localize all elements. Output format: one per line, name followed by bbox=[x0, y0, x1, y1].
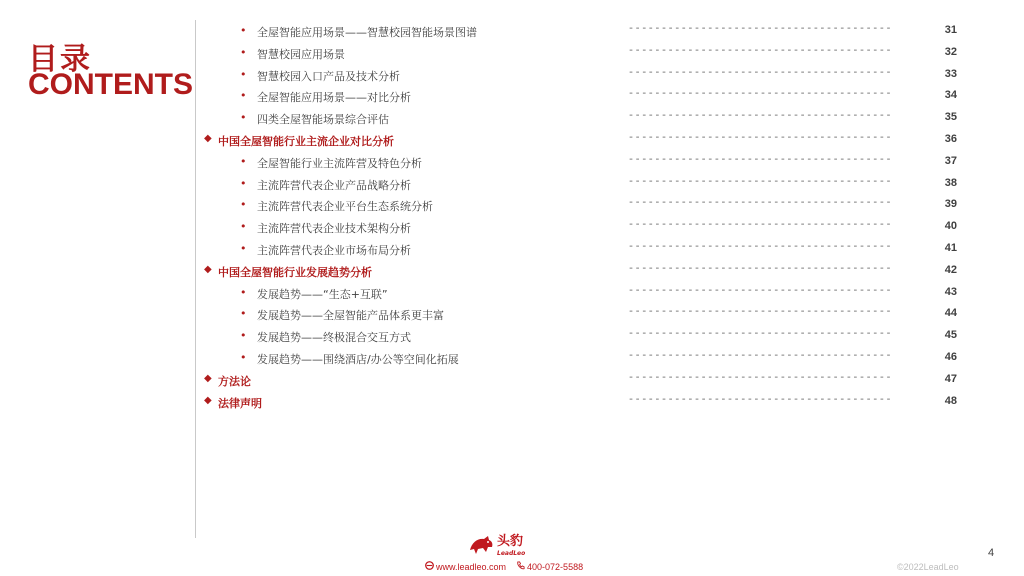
dot-bullet-icon: • bbox=[240, 241, 247, 255]
toc-page-number: 46 bbox=[944, 350, 957, 363]
phone-icon bbox=[516, 561, 525, 572]
dot-bullet-icon: • bbox=[240, 45, 247, 59]
divider-line bbox=[195, 20, 196, 538]
toc-leader-dashes: ---------------------------------------- bbox=[628, 24, 893, 35]
diamond-bullet-icon: ◆ bbox=[204, 372, 212, 384]
toc-page-number: 48 bbox=[944, 394, 957, 407]
toc-entry-title: 智慧校园入口产品及技术分析 bbox=[257, 69, 400, 83]
copyright: ©2022LeadLeo bbox=[897, 562, 959, 572]
toc-leader-dashes: ---------------------------------------- bbox=[628, 67, 893, 79]
toc-leader-dashes: ---------------------------------------- bbox=[628, 154, 893, 166]
toc-leader-dashes: ---------------------------------------- bbox=[628, 263, 893, 275]
toc-page-number: 37 bbox=[944, 154, 957, 167]
diamond-bullet-icon: ◆ bbox=[204, 132, 212, 144]
toc-leader-dashes: ---------------------------------------- bbox=[628, 220, 893, 232]
toc-page-number: 41 bbox=[944, 241, 957, 254]
brand-name bbox=[497, 533, 526, 560]
toc-leader-dashes: ---------------------------------------- bbox=[628, 132, 893, 144]
toc-leader-dashes: ---------------------------------------- bbox=[628, 45, 893, 57]
toc-leader-dashes: ---------------------------------------- bbox=[628, 350, 893, 362]
toc-page-number: 45 bbox=[944, 329, 957, 342]
dot-bullet-icon: • bbox=[240, 24, 247, 37]
toc-item-row[interactable] bbox=[200, 21, 980, 43]
toc-leader-dashes: ---------------------------------------- bbox=[628, 198, 893, 210]
dot-bullet-icon: • bbox=[240, 285, 247, 299]
toc-item-row[interactable] bbox=[200, 195, 980, 217]
toc-entry-title: 全屋智能应用场景——对比分析 bbox=[257, 91, 411, 105]
dot-bullet-icon: • bbox=[240, 329, 247, 343]
toc-page-number: 47 bbox=[944, 372, 957, 385]
dot-bullet-icon: • bbox=[240, 89, 247, 103]
toc-entry-title: 发展趋势——围绕酒店/办公等空间化拓展 bbox=[257, 352, 459, 366]
toc-leader-dashes: ---------------------------------------- bbox=[628, 372, 893, 384]
toc-page-number: 32 bbox=[944, 45, 957, 58]
toc-entry-title: 中国全屋智能行业主流企业对比分析 bbox=[218, 134, 394, 148]
toc-leader-dashes: ---------------------------------------- bbox=[628, 241, 893, 253]
toc-section-row[interactable] bbox=[200, 392, 980, 414]
toc-page-number: 38 bbox=[944, 176, 957, 189]
dot-bullet-icon: • bbox=[240, 307, 247, 321]
toc-entry-title: 全屋智能应用场景——智慧校园智能场景图谱 bbox=[257, 26, 477, 39]
toc-section-row[interactable] bbox=[200, 370, 980, 392]
toc-leader-dashes: ---------------------------------------- bbox=[628, 176, 893, 188]
dot-bullet-icon: • bbox=[240, 154, 247, 168]
toc-entry-title: 法律声明 bbox=[218, 396, 262, 410]
diamond-bullet-icon: ◆ bbox=[204, 263, 212, 275]
brand-en: LeadLeo bbox=[497, 549, 526, 557]
toc-entry-title: 方法论 bbox=[218, 374, 251, 388]
toc-page-number: 44 bbox=[944, 307, 957, 320]
toc-page-number: 35 bbox=[944, 111, 957, 124]
toc-page-number: 34 bbox=[944, 89, 957, 102]
toc-entry-title: 全屋智能行业主流阵营及特色分析 bbox=[257, 156, 422, 170]
toc-item-row[interactable] bbox=[200, 239, 980, 261]
toc-leader-dashes: ---------------------------------------- bbox=[628, 307, 893, 319]
toc-section-row[interactable] bbox=[200, 261, 980, 283]
toc-page-number: 40 bbox=[944, 220, 957, 233]
phone-number: 400-072-5588 bbox=[527, 561, 584, 572]
web-icon bbox=[425, 561, 434, 572]
toc-entry-title: 发展趋势——全屋智能产品体系更丰富 bbox=[257, 309, 444, 323]
toc-entry-title: 主流阵营代表企业产品战略分析 bbox=[257, 178, 411, 192]
toc-page-number: 42 bbox=[944, 263, 957, 276]
leopard-logo-icon bbox=[468, 534, 494, 561]
dot-bullet-icon: • bbox=[240, 111, 247, 125]
toc-entry-title: 发展趋势——终极混合交互方式 bbox=[257, 331, 411, 345]
diamond-bullet-icon: ◆ bbox=[204, 394, 212, 406]
toc-leader-dashes: ---------------------------------------- bbox=[628, 285, 893, 297]
toc-entry-title: 主流阵营代表企业技术架构分析 bbox=[257, 222, 411, 236]
toc-item-row[interactable] bbox=[200, 348, 980, 370]
toc-item-row[interactable] bbox=[200, 174, 980, 196]
dot-bullet-icon: • bbox=[240, 220, 247, 234]
toc-item-row[interactable] bbox=[200, 326, 980, 348]
website-link[interactable]: www.leadleo.com bbox=[436, 561, 507, 572]
table-of-contents bbox=[200, 21, 980, 413]
toc-leader-dashes: ---------------------------------------- bbox=[628, 89, 893, 101]
toc-item-row[interactable] bbox=[200, 43, 980, 65]
toc-item-row[interactable] bbox=[200, 108, 980, 130]
footer-contact bbox=[425, 561, 583, 572]
page-number: 4 bbox=[988, 547, 995, 559]
toc-page-number: 43 bbox=[944, 285, 957, 298]
dot-bullet-icon: • bbox=[240, 67, 247, 81]
toc-item-row[interactable] bbox=[200, 86, 980, 108]
dot-bullet-icon: • bbox=[240, 198, 247, 212]
dot-bullet-icon: • bbox=[240, 350, 247, 364]
toc-section-row[interactable] bbox=[200, 130, 980, 152]
toc-leader-dashes: ---------------------------------------- bbox=[628, 394, 893, 406]
toc-page-number: 39 bbox=[944, 198, 957, 211]
toc-item-row[interactable] bbox=[200, 217, 980, 239]
toc-page-number: 31 bbox=[944, 24, 957, 36]
toc-leader-dashes: ---------------------------------------- bbox=[628, 329, 893, 341]
toc-item-row[interactable] bbox=[200, 283, 980, 305]
toc-item-row[interactable] bbox=[200, 65, 980, 87]
dot-bullet-icon: • bbox=[240, 176, 247, 190]
toc-page-number: 33 bbox=[944, 67, 957, 80]
toc-item-row[interactable] bbox=[200, 304, 980, 326]
page-title-cn: 目录 bbox=[28, 42, 92, 77]
toc-entry-title: 四类全屋智能场景综合评估 bbox=[257, 113, 389, 127]
toc-entry-title: 发展趋势——“生态+互联” bbox=[257, 287, 388, 301]
toc-item-row[interactable] bbox=[200, 152, 980, 174]
page-title-en: CONTENTS bbox=[28, 68, 193, 101]
toc-entry-title: 主流阵营代表企业平台生态系统分析 bbox=[257, 200, 433, 214]
toc-entry-title: 中国全屋智能行业发展趋势分析 bbox=[218, 265, 372, 279]
toc-entry-title: 主流阵营代表企业市场布局分析 bbox=[257, 243, 411, 257]
toc-page-number: 36 bbox=[944, 132, 957, 145]
footer-logo bbox=[468, 534, 525, 561]
toc-leader-dashes: ---------------------------------------- bbox=[628, 111, 893, 123]
toc-entry-title: 智慧校园应用场景 bbox=[257, 47, 345, 61]
brand-cn: 头豹 bbox=[497, 533, 524, 549]
